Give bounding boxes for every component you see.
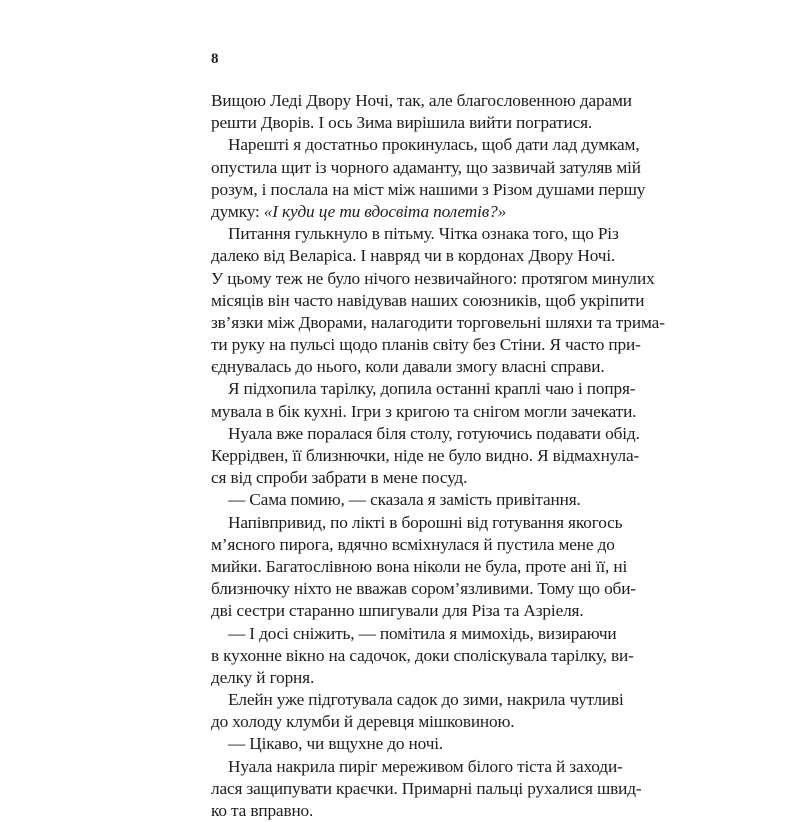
text-line xyxy=(211,689,624,711)
text-line xyxy=(211,512,623,534)
text-line-content: єднувалась до нього, коли давали змогу власні справи. xyxy=(211,357,605,377)
text-line-content: — Цікаво, чи вщухне до ночі. xyxy=(228,734,444,754)
text-line xyxy=(211,334,641,356)
text-line-content: ти руку на пульсі щодо планів світу без Стіни. Я часто при- xyxy=(211,335,641,355)
text-line-content: Елейн уже підготувала садок до зими, накрила чутливі xyxy=(228,690,624,710)
text-line-content: Вищою Леді Двору Ночі, так, але благословенною дарами xyxy=(211,91,632,110)
text-line xyxy=(211,778,642,800)
text-line xyxy=(211,290,645,312)
text-line xyxy=(211,800,596,822)
text-line-content: близнючку ніхто не вважав сором’язливими. Тому що оби- xyxy=(211,579,636,599)
text-line-content: Я підхопила тарілку, допила останні краплі чаю і попря- xyxy=(228,379,636,399)
text-line-content: — Сама помию, — сказала я замість привітання. xyxy=(228,490,581,510)
text-line xyxy=(211,378,636,400)
text-line-content: далеко від Веларіса. І навряд чи в кордонах Двору Ночі. xyxy=(211,246,616,266)
text-line xyxy=(211,401,637,423)
text-line xyxy=(211,667,596,689)
text-line xyxy=(211,423,640,445)
text-line xyxy=(211,245,616,267)
text-line-content: ся від спроби забрати в мене посуд. xyxy=(211,468,468,488)
text-line xyxy=(211,623,617,645)
text-line-content: розум, і послала на міст між нашими з Різом душами першу xyxy=(211,179,646,199)
text-line xyxy=(211,223,619,245)
text-line-content: ко та вправно. xyxy=(211,801,314,820)
text-line xyxy=(211,112,596,134)
text-line-content: решти Дворів. І ось Зима вирішила вийти погратися. xyxy=(211,113,593,133)
text-line-content: Керрідвен, її близнючки, ніде не було видно. Я відмахнула- xyxy=(211,446,640,465)
text-line xyxy=(211,556,628,578)
text-line xyxy=(211,578,636,600)
text-line-content: — І досі сніжить, — помітила я мимохідь, визираючи xyxy=(228,623,617,643)
text-line-content: в кухонне вікно на садочок, доки споліскувала тарілку, ви- xyxy=(211,645,634,665)
text-line xyxy=(211,90,632,112)
text-line-content: зв’язки між Дворами, налагодити торговельні шляхи та трима- xyxy=(211,312,665,332)
text-line-content: опустила щит із чорного адаманту, що зазвичай затуляв мій xyxy=(211,157,641,177)
text-line-content: Питання гулькнуло в пітьму. Чітка ознака того, що Різ xyxy=(228,224,619,244)
text-line xyxy=(211,179,646,201)
text-line-content: лася защипувати краєчки. Примарні пальці рухалися швид- xyxy=(211,778,642,798)
text-line xyxy=(211,268,655,290)
text-line xyxy=(211,711,596,733)
text-line xyxy=(211,467,596,489)
body-text xyxy=(211,90,665,822)
text-line xyxy=(211,356,605,378)
text-line-content: Напівпривид, по лікті в борошні від готування якогось xyxy=(228,512,623,532)
text-line xyxy=(211,312,665,334)
text-line xyxy=(211,201,596,223)
page-number: 8 xyxy=(211,51,219,67)
text-line xyxy=(211,489,596,511)
text-line-content: м’ясного пирога, вдячно всміхнулася й пустила мене до xyxy=(211,534,615,554)
text-line-content: думку: xyxy=(211,201,264,221)
text-line-content: до холоду клумби й деревця мішковиною. xyxy=(211,712,515,732)
text-line xyxy=(211,600,596,622)
text-line xyxy=(211,157,641,179)
text-line-content: мувала в бік кухні. Ігри з кригою та снігом могли зачекати. xyxy=(211,401,637,421)
text-line-content: Нуала накрила пиріг мереживом білого тіста й заходи- xyxy=(228,756,623,776)
text-line-content: мийки. Багатослівною вона ніколи не була, проте ані її, ні xyxy=(211,556,628,576)
text-line-content: делку й горня. xyxy=(211,667,315,687)
telepathic-thought: «І куди це ти вдосвіта полетів?» xyxy=(263,201,507,221)
text-line xyxy=(211,733,596,755)
text-line xyxy=(211,756,623,778)
text-line-content: дві сестри старанно шпигували для Різа та Азріеля. xyxy=(211,601,584,621)
text-line-content: Нуала вже поралася біля столу, готуючись подавати обід. xyxy=(228,423,640,443)
text-line-content: У цьому теж не було нічого незвичайного: протягом минулих xyxy=(211,268,655,288)
text-line xyxy=(211,134,640,156)
text-line xyxy=(211,645,634,667)
text-line xyxy=(211,445,640,467)
text-line-content: місяців він часто навідував наших союзників, щоб укріпити xyxy=(211,290,645,310)
text-line xyxy=(211,534,615,556)
text-line-content: Нарешті я достатньо прокинулась, щоб дати лад думкам, xyxy=(228,135,640,155)
